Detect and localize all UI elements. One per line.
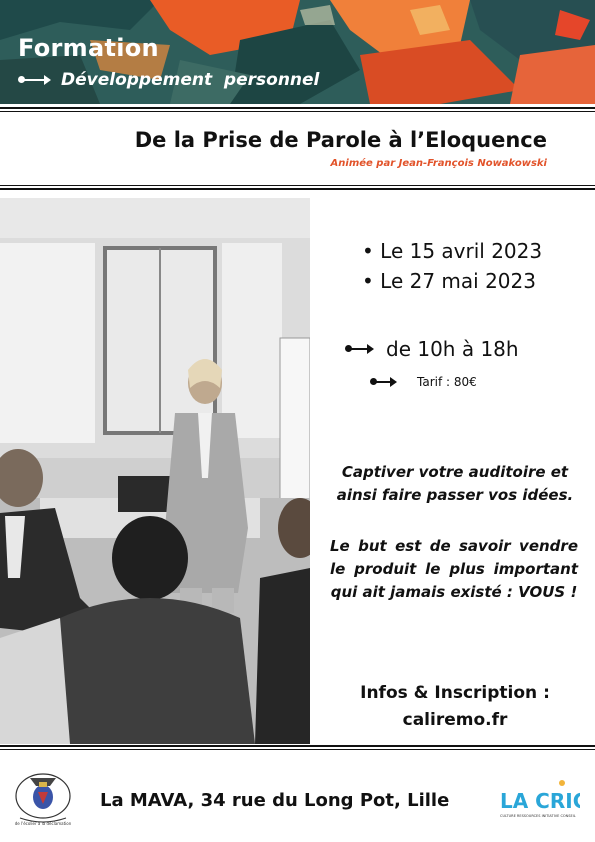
crest-logo-icon [12, 770, 74, 828]
hours-line [345, 337, 519, 361]
divider-mid-1 [0, 185, 595, 186]
category-title: Formation [18, 34, 159, 62]
subcategory-label: Développement personnel [61, 70, 320, 90]
cric-logo [498, 775, 580, 827]
header-banner [0, 0, 595, 104]
divider-mid-2 [0, 188, 595, 190]
pitch-main: Le but est de savoir vendre le produit le plus important qui ait jamais existé : VOUS ! [330, 537, 578, 601]
divider-bottom-2 [0, 749, 595, 750]
ecolier-logo [12, 770, 74, 832]
website-link[interactable]: caliremo.fr [402, 710, 508, 730]
cric-logo-icon [498, 775, 580, 823]
cric-tagline: CULTURE RESSOURCES INITIATIVE CONSEIL [500, 814, 576, 818]
date-item: • Le 27 mai 2023 [362, 269, 536, 293]
pitch-intro: Captiver votre auditoire et ainsi faire passer vos idées. [336, 463, 574, 504]
arrow-right-icon [348, 348, 372, 350]
contact-label: Infos & Inscription : [360, 683, 550, 703]
category-subtitle [18, 70, 319, 90]
divider-top-2 [0, 111, 595, 112]
arrow-right-icon [373, 381, 395, 383]
event-title: De la Prise de Parole à l’Eloquence [134, 128, 547, 152]
tarif-text: Tarif : 80€ [417, 375, 477, 389]
date-item: • Le 15 avril 2023 [362, 239, 543, 263]
hours-text: de 10h à 18h [386, 337, 519, 361]
contact-block [330, 680, 580, 734]
tarif-line [370, 375, 477, 389]
logo-left-caption: de l'écolier à la déclamation [14, 821, 72, 826]
venue-address: La MAVA, 34 rue du Long Pot, Lille [100, 790, 450, 811]
meeting-photo [0, 198, 310, 744]
arrow-right-icon [21, 79, 49, 81]
presenter-line: Animée par Jean-François Nowakowski [330, 158, 547, 169]
divider-top-1 [0, 107, 595, 109]
dates-list [362, 236, 542, 296]
meeting-illustration [0, 198, 310, 744]
divider-bottom-1 [0, 745, 595, 747]
cric-logo-text: LA CRIC [500, 789, 580, 813]
